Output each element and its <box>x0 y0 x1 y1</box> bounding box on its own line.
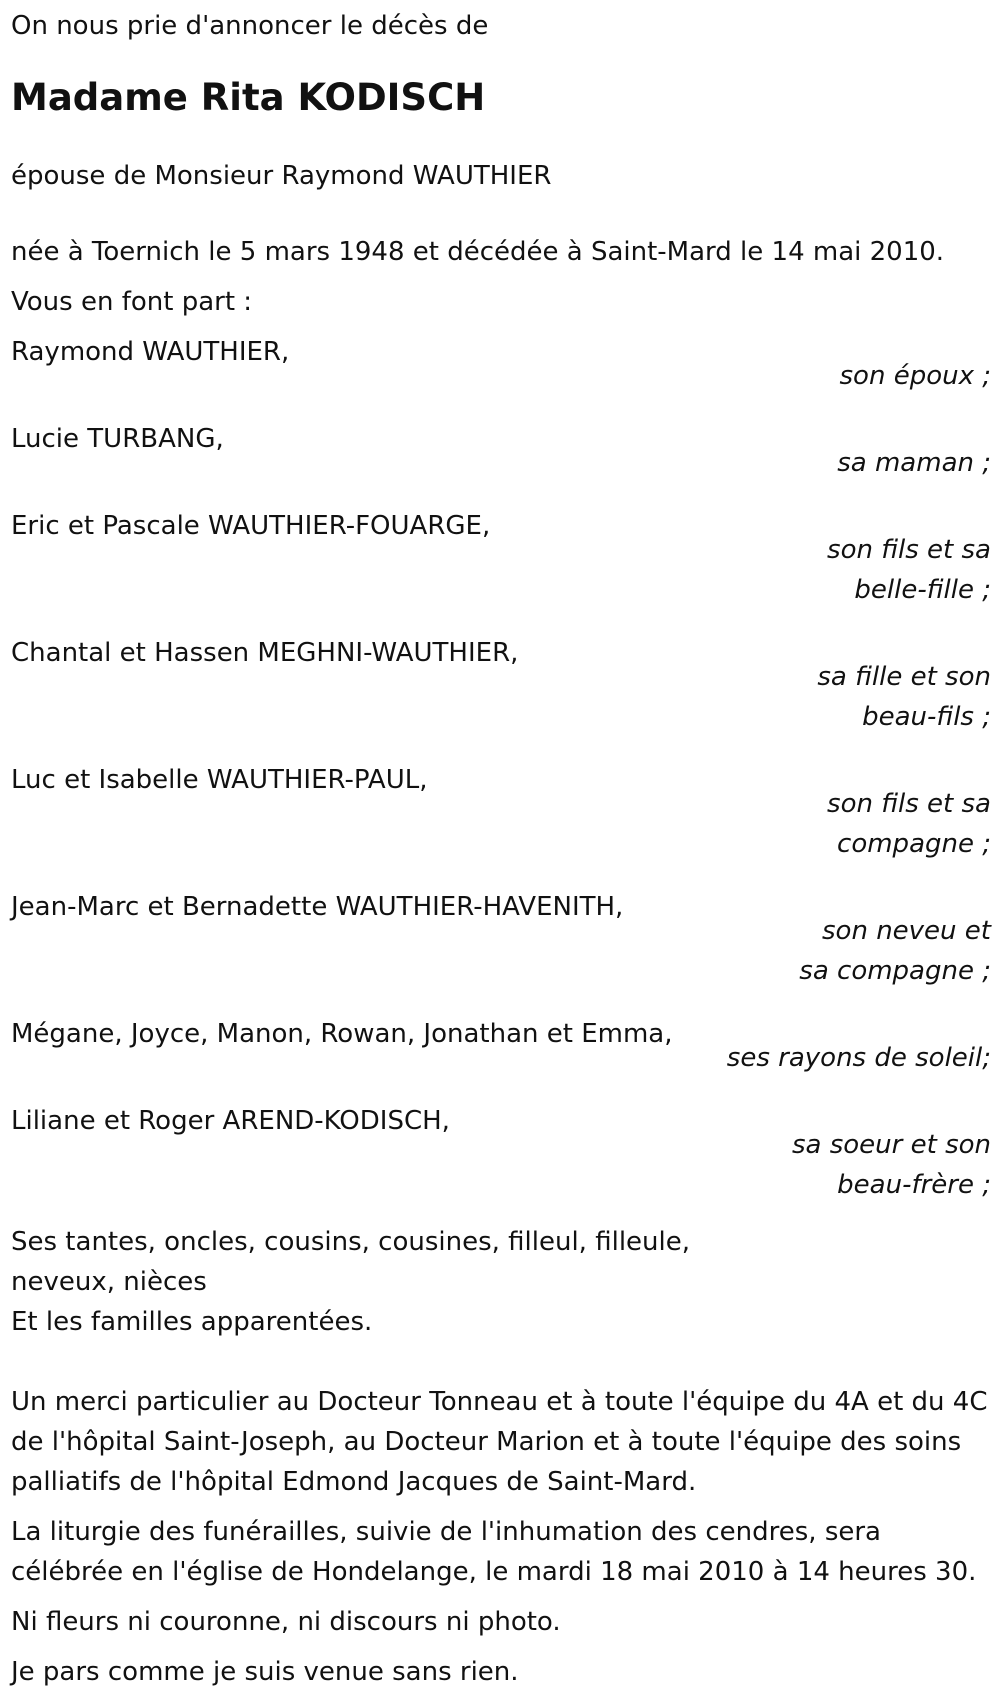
announce-line: Vous en font part : <box>11 287 253 317</box>
family-member-name: Liliane et Roger AREND-KODISCH, <box>11 1106 450 1136</box>
family-member <box>11 506 991 610</box>
family-member-name: Mégane, Joyce, Manon, Rowan, Jonathan et Emma, <box>11 1019 673 1049</box>
closing-quote: Je pars comme je suis venue sans rien. <box>11 1657 519 1687</box>
thanks-paragraph: Un merci particulier au Docteur Tonneau et à toute l'équipe du 4A et du 4C de l'hôpital Saint-Joseph, au Docteur Marion et à toute l'équipe des soins palliatifs de l'hôpital Edmond Jacques de Saint-Mard. <box>11 1387 988 1497</box>
intro-line: On nous prie d'annoncer le décès de <box>11 11 489 41</box>
family-member <box>11 1014 991 1078</box>
family-member-relation: son époux ; <box>839 361 991 391</box>
deceased-name: Madame Rita KODISCH <box>11 76 486 119</box>
other-relatives-line: Et les familles apparentées. <box>11 1307 373 1337</box>
liturgy-paragraph: La liturgie des funérailles, suivie de l'inhumation des cendres, sera célébrée en l'église de Hondelange, le mardi 18 mai 2010 à 14 heures 30. <box>11 1517 977 1587</box>
family-member-relation: son fils et sa compagne ; <box>827 789 991 859</box>
spouse-line: épouse de Monsieur Raymond WAUTHIER <box>11 161 552 191</box>
family-member-relation: ses rayons de soleil; <box>726 1043 991 1073</box>
family-member-name: Eric et Pascale WAUTHIER-FOUARGE, <box>11 511 491 541</box>
other-relatives-line: Ses tantes, oncles, cousins, cousines, filleul, filleule, <box>11 1227 690 1257</box>
family-member <box>11 1101 991 1205</box>
birth-death-line: née à Toernich le 5 mars 1948 et décédée à Saint-Mard le 14 mai 2010. <box>11 237 945 267</box>
other-relatives <box>11 1222 991 1342</box>
obituary-notice <box>11 6 991 1692</box>
family-member-relation: sa soeur et son beau-frère ; <box>791 1130 991 1200</box>
family-member-name: Chantal et Hassen MEGHNI-WAUTHIER, <box>11 638 519 668</box>
other-relatives-line: neveux, nièces <box>11 1267 207 1297</box>
family-member-relation: son fils et sa belle-fille ; <box>827 535 991 605</box>
flowers-line: Ni fleurs ni couronne, ni discours ni photo. <box>11 1607 561 1637</box>
family-member <box>11 887 991 991</box>
family-member-relation: sa maman ; <box>837 448 991 478</box>
family-member-relation: sa fille et son beau-fils ; <box>817 662 991 732</box>
family-member <box>11 633 991 737</box>
family-member-name: Raymond WAUTHIER, <box>11 337 290 367</box>
family-member <box>11 419 991 483</box>
family-member-relation: son neveu et sa compagne ; <box>799 916 991 986</box>
family-member <box>11 760 991 864</box>
family-member <box>11 332 991 396</box>
family-member-name: Lucie TURBANG, <box>11 424 224 454</box>
family-list <box>11 332 991 1205</box>
family-member-name: Luc et Isabelle WAUTHIER-PAUL, <box>11 765 428 795</box>
family-member-name: Jean-Marc et Bernadette WAUTHIER-HAVENITH, <box>11 892 624 922</box>
